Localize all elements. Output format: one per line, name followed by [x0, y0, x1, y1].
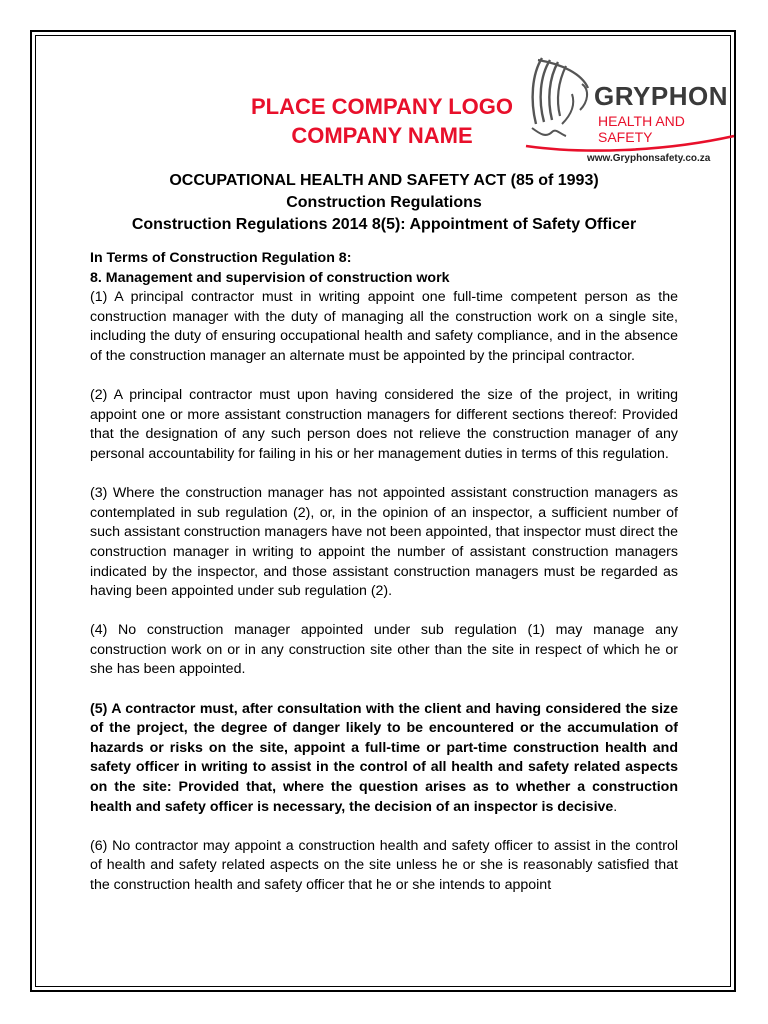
- document-body: [90, 249, 678, 896]
- logo-placeholder-text: PLACE COMPANY LOGO: [251, 94, 513, 119]
- paragraph-1: (1) A principal contractor must in writing appoint one full-time competent person as the construction manager with the duty of managing all the construction work on a single site, including the duty of ensuring occupational health and safety compliance, and in the absence of the construction manager an alternate must be appointed by the principal contractor.: [90, 289, 678, 364]
- paragraph-5-end: .: [613, 798, 618, 815]
- act-heading: [94, 170, 674, 236]
- paragraph-3: (3) Where the construction manager has not appointed assistant construction managers as contemplated in sub regulation (2), or, in the opinion of an inspector, a sufficient number of such assistant construction managers have not been appointed, that inspector must direct the construction manager in writing to appoint the number of assistant construction managers indicated by the inspector, and those assistant construction managers must be regarded as having been appointed under sub regulation (2).: [90, 485, 678, 600]
- logo-website-url: www.Gryphonsafety.co.za: [587, 153, 711, 164]
- gryphon-logo: [522, 54, 736, 170]
- logo-brand-name: GRYPHON: [594, 81, 728, 111]
- paragraph-5: [90, 700, 678, 818]
- paragraph-5-bold-text: (5) A contractor must, after consultation with the client and having considered the size of the project, the degree of danger likely to be encountered or the accumulation of hazards or risks on the site, appoint a full-time or part-time construction health and safety officer in writing to assist in the control of all health and safety related aspects on the site: Provided that, where the question arises as to whether a construction health and safety officer is necessary, the decision of an inspector is decisive: [90, 700, 678, 815]
- company-placeholder: [222, 92, 542, 150]
- logo-tagline: HEALTH AND SAFETY: [598, 113, 685, 145]
- intro-heading: In Terms of Construction Regulation 8:: [90, 250, 352, 266]
- paragraph-2: (2) A principal contractor must upon having considered the size of the project, in writing appoint one or more assistant construction managers for different sections thereof: Provided that the designation of any such person does not relieve the construction manager of any personal accountability for failing in his or her management duties in terms of this regulation.: [90, 387, 678, 462]
- act-subtitle: Construction Regulations: [286, 194, 482, 211]
- act-regulation-title: Construction Regulations 2014 8(5): Appointment of Safety Officer: [131, 216, 637, 233]
- section-heading: 8. Management and supervision of construction work: [90, 269, 450, 286]
- paragraph-6: (6) No contractor may appoint a construction health and safety officer to assist in the control of health and safety related aspects on the site unless he or she is reasonably satisfied that the construction health and safety officer that he or she intends to appoint: [90, 837, 678, 893]
- company-name-placeholder-text: COMPANY NAME: [291, 123, 473, 148]
- paragraph-4: (4) No construction manager appointed under sub regulation (1) may manage any construction work on or in any construction site other than the site in respect of which he or she has been appointed.: [90, 622, 678, 678]
- act-title: OCCUPATIONAL HEALTH AND SAFETY ACT (85 of 1993): [169, 172, 599, 189]
